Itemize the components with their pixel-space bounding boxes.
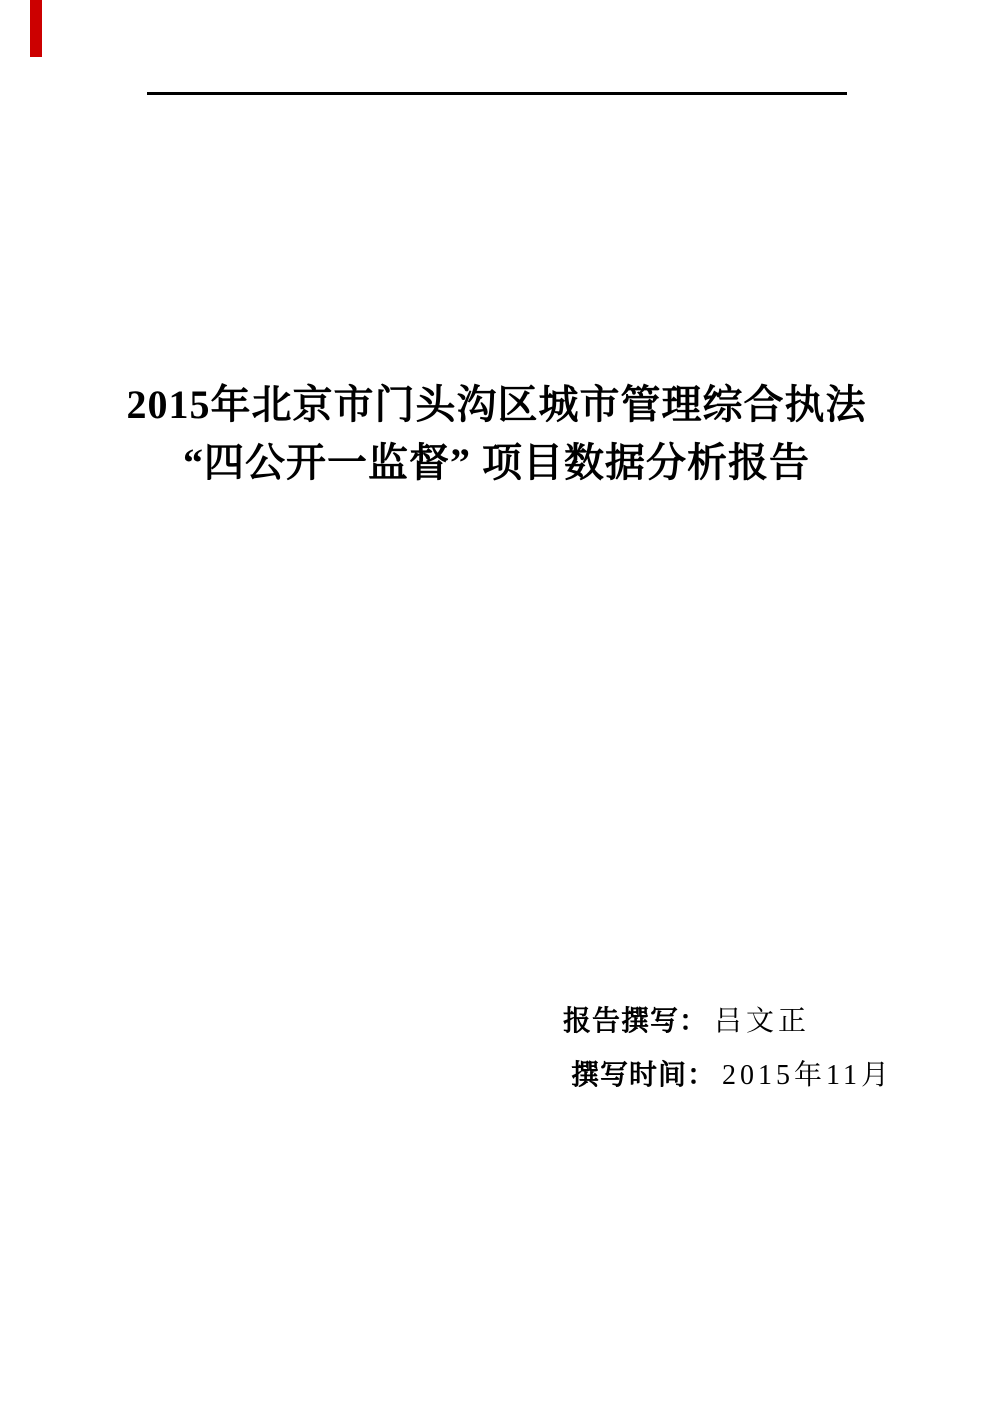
- header-rule: [147, 92, 847, 95]
- author-row: [563, 1008, 893, 1036]
- date-row: [571, 1062, 893, 1090]
- date-label: 撰写时间：: [571, 1060, 717, 1091]
- red-marker: [30, 0, 42, 57]
- credits-block: [563, 1008, 893, 1090]
- title-line-2: “四公开一监督” 项目数据分析报告: [183, 440, 810, 485]
- title-line-1: 2015年北京市门头沟区城市管理综合执法: [126, 382, 867, 427]
- author-label: 报告撰写：: [563, 1006, 709, 1037]
- author-name: 吕文正: [714, 1006, 811, 1037]
- document-title: [0, 376, 993, 492]
- date-value: 2015年11月: [722, 1060, 893, 1091]
